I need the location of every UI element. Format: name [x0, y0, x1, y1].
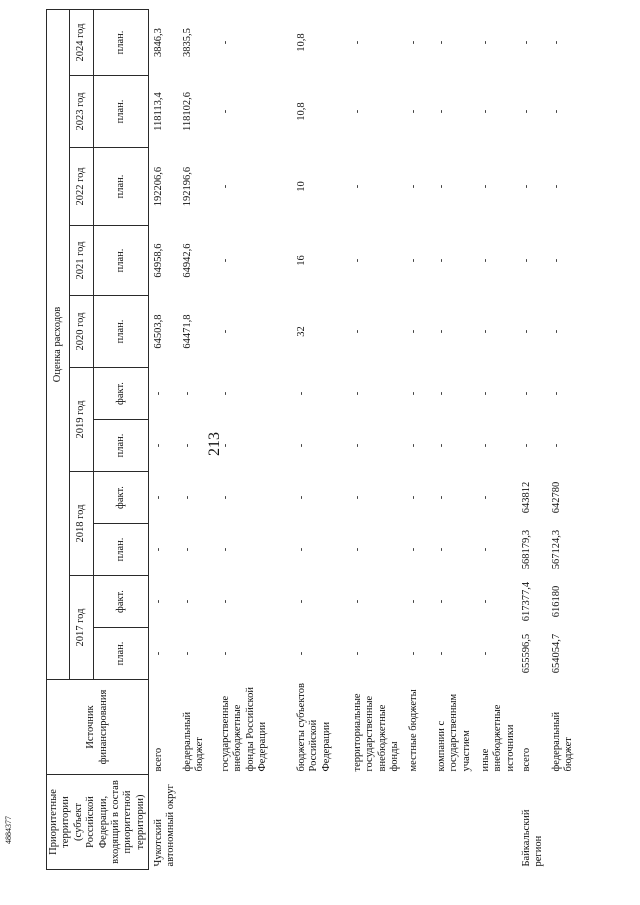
- cell-value: -: [435, 495, 447, 500]
- header-plan: план.: [93, 10, 148, 76]
- table-row: [350, 10, 406, 870]
- header-plan: план.: [93, 628, 148, 680]
- cell-value: -: [550, 184, 562, 189]
- cell-value: -: [479, 184, 491, 189]
- cell-value: -: [407, 495, 419, 500]
- cell-value: 616180: [550, 585, 562, 618]
- header-plan: план.: [93, 420, 148, 472]
- header-plan: план.: [93, 148, 148, 226]
- cell-value: -: [407, 329, 419, 334]
- cell-value: -: [407, 258, 419, 263]
- cell-territory: [350, 775, 406, 870]
- cell-value: 64958,6: [153, 243, 164, 278]
- cell-value: 567124,3: [550, 529, 562, 570]
- cell-value: -: [520, 443, 532, 448]
- cell-value: -: [520, 40, 532, 45]
- cell-value: 16: [295, 255, 307, 266]
- cell-value: -: [407, 109, 419, 114]
- cell-value: -: [407, 547, 419, 552]
- cell-source: всего: [153, 747, 164, 772]
- table-row: [478, 10, 519, 870]
- table-row: [218, 10, 294, 870]
- cell-value: -: [351, 391, 363, 396]
- cell-value: -: [550, 391, 562, 396]
- cell-value: -: [219, 329, 231, 334]
- cell-value: -: [219, 391, 231, 396]
- cell-value: 617377,4: [520, 581, 532, 622]
- cell-value: -: [219, 599, 231, 604]
- header-plan: план.: [93, 76, 148, 148]
- cell-source: государственные внебюджетные фонды Российской Федерации: [219, 687, 268, 772]
- cell-value: -: [435, 258, 447, 263]
- cell-value: -: [435, 329, 447, 334]
- cell-value: -: [351, 184, 363, 189]
- cell-value: -: [181, 443, 193, 448]
- cell-value: -: [295, 651, 307, 656]
- cell-value: 654054,7: [550, 633, 562, 674]
- cell-value: 643812: [520, 481, 532, 514]
- cell-value: -: [435, 391, 447, 396]
- header-source: Источник финансирования: [47, 680, 149, 775]
- cell-value: -: [435, 547, 447, 552]
- cell-value: -: [479, 258, 491, 263]
- cell-value: 64503,8: [153, 314, 164, 349]
- cell-value: -: [219, 40, 231, 45]
- cell-territory: [478, 775, 519, 870]
- header-group: Оценка расходов: [47, 10, 70, 680]
- cell-value: -: [479, 547, 491, 552]
- cell-value: -: [351, 651, 363, 656]
- header-year: 2021 год: [70, 226, 93, 296]
- table-body: [149, 10, 589, 870]
- cell-source: компании с государственным участием: [435, 693, 472, 772]
- cell-value: 642780: [550, 481, 562, 514]
- cell-value: -: [550, 40, 562, 45]
- header-plan: план.: [93, 296, 148, 368]
- cell-territory: [406, 775, 434, 870]
- cell-value: -: [479, 329, 491, 334]
- cell-value: -: [520, 258, 532, 263]
- cell-value: -: [153, 443, 164, 448]
- cell-value: 10: [295, 181, 307, 192]
- cell-territory: [294, 775, 350, 870]
- cell-value: -: [479, 391, 491, 396]
- cell-value: -: [153, 599, 164, 604]
- cell-value: -: [219, 258, 231, 263]
- document-id: 4884377: [4, 816, 13, 844]
- table-row: [406, 10, 434, 870]
- table-row: [294, 10, 350, 870]
- cell-value: -: [153, 547, 164, 552]
- table-row: [149, 10, 180, 870]
- cell-value: 192196,6: [181, 166, 193, 207]
- cell-value: -: [295, 495, 307, 500]
- cell-value: -: [295, 547, 307, 552]
- cell-territory: [218, 775, 294, 870]
- cell-value: -: [295, 391, 307, 396]
- cell-value: -: [435, 184, 447, 189]
- cell-territory: Чукотский автономный округ: [153, 784, 177, 867]
- cell-value: 192206,6: [153, 166, 164, 207]
- cell-value: -: [153, 391, 164, 396]
- cell-value: -: [219, 495, 231, 500]
- cell-value: -: [351, 547, 363, 552]
- cell-value: -: [407, 391, 419, 396]
- cell-value: -: [435, 599, 447, 604]
- cell-value: -: [351, 109, 363, 114]
- header-year: 2024 год: [70, 10, 93, 76]
- header-year: 2019 год: [70, 368, 93, 472]
- cell-value: -: [181, 547, 193, 552]
- cell-value: -: [219, 443, 231, 448]
- cell-value: -: [407, 443, 419, 448]
- cell-value: -: [153, 495, 164, 500]
- cell-territory: [180, 775, 218, 870]
- cell-value: -: [520, 391, 532, 396]
- cell-source: федеральный бюджет: [550, 711, 575, 772]
- header-fact: факт.: [93, 472, 148, 524]
- cell-value: -: [351, 443, 363, 448]
- table-row: [180, 10, 218, 870]
- cell-value: -: [153, 651, 164, 656]
- cell-value: -: [219, 547, 231, 552]
- header-year: 2018 год: [70, 472, 93, 576]
- cell-value: 10,8: [295, 33, 307, 52]
- cell-value: -: [351, 495, 363, 500]
- cell-territory: [434, 775, 478, 870]
- cell-value: -: [181, 599, 193, 604]
- cell-value: -: [351, 258, 363, 263]
- table-row: [549, 10, 589, 870]
- cell-territory: Байкальский регион: [520, 809, 545, 867]
- table-row: [434, 10, 478, 870]
- cell-value: -: [435, 109, 447, 114]
- cell-value: -: [181, 495, 193, 500]
- cell-value: -: [435, 651, 447, 656]
- cell-value: -: [407, 184, 419, 189]
- cell-value: -: [407, 599, 419, 604]
- header-fact: факт.: [93, 368, 148, 420]
- cell-value: 32: [295, 326, 307, 337]
- header-year: 2020 год: [70, 296, 93, 368]
- cell-value: 3846,3: [153, 28, 164, 57]
- header-year: 2022 год: [70, 148, 93, 226]
- cell-source: местные бюджеты: [407, 689, 419, 772]
- cell-value: -: [219, 651, 231, 656]
- cell-value: -: [181, 651, 193, 656]
- cell-value: -: [479, 495, 491, 500]
- cell-value: -: [181, 391, 193, 396]
- cell-value: -: [219, 109, 231, 114]
- expenditure-table: [46, 9, 589, 870]
- cell-value: -: [550, 109, 562, 114]
- cell-source: бюджеты субъектов Российской Федерации: [295, 683, 332, 772]
- cell-value: -: [435, 40, 447, 45]
- page-number: 213: [206, 432, 223, 456]
- cell-value: -: [550, 329, 562, 334]
- cell-value: -: [295, 443, 307, 448]
- cell-territory: [549, 775, 589, 870]
- rotated-table-wrapper: [46, 10, 575, 870]
- header-plan: план.: [93, 226, 148, 296]
- cell-source: всего: [520, 747, 532, 772]
- header-year: 2017 год: [70, 576, 93, 680]
- header-territory: Приоритетные территории (субъект Российской Федерации, входящий в состав приоритетной территории): [47, 775, 149, 870]
- cell-value: -: [520, 329, 532, 334]
- cell-value: -: [479, 651, 491, 656]
- cell-value: -: [351, 329, 363, 334]
- cell-value: 655596,5: [520, 633, 532, 674]
- cell-value: -: [479, 443, 491, 448]
- cell-value: -: [479, 40, 491, 45]
- cell-value: 64471,8: [181, 314, 193, 349]
- cell-source: федеральный бюджет: [181, 711, 206, 772]
- header-plan: план.: [93, 524, 148, 576]
- cell-value: -: [295, 599, 307, 604]
- cell-value: -: [520, 184, 532, 189]
- cell-value: -: [219, 184, 231, 189]
- header-year: 2023 год: [70, 76, 93, 148]
- cell-value: -: [351, 599, 363, 604]
- cell-value: -: [479, 109, 491, 114]
- table-row: [519, 10, 549, 870]
- cell-value: 118113,4: [153, 92, 164, 131]
- cell-source: иные внебюджетные источники: [479, 704, 516, 772]
- header-fact: факт.: [93, 576, 148, 628]
- cell-value: -: [351, 40, 363, 45]
- cell-value: 10,8: [295, 102, 307, 121]
- cell-value: 568179,3: [520, 529, 532, 570]
- cell-source: территориальные государственные внебюджетные фонды: [351, 693, 400, 772]
- cell-value: -: [407, 651, 419, 656]
- cell-value: 64942,6: [181, 243, 193, 278]
- cell-value: -: [479, 599, 491, 604]
- cell-value: -: [407, 40, 419, 45]
- cell-value: 3835,5: [181, 28, 193, 57]
- cell-value: -: [435, 443, 447, 448]
- cell-value: -: [550, 258, 562, 263]
- cell-value: -: [550, 443, 562, 448]
- cell-value: 118102,6: [181, 92, 193, 131]
- cell-value: -: [520, 109, 532, 114]
